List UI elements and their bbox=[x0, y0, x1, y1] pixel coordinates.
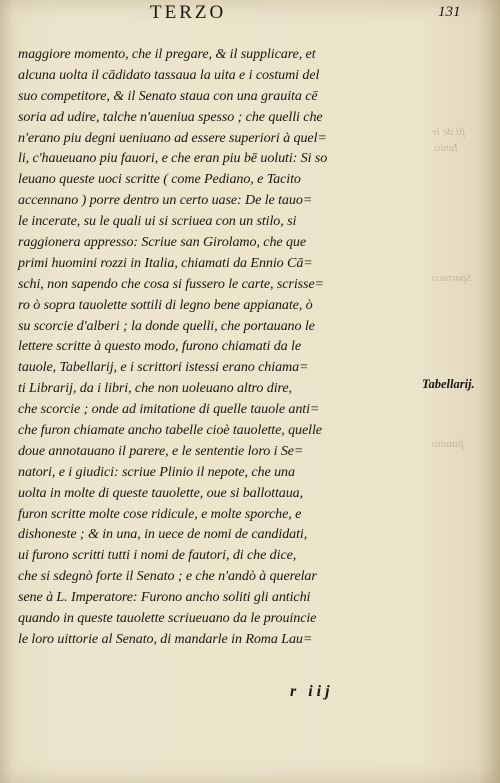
text-line: suo competitore, & il Senato staua con una grauita cē bbox=[18, 87, 318, 104]
text-line: ti Librarij, da i libri, che non uoleuano altro dire, bbox=[18, 380, 292, 397]
text-line: che si sdegnò forte il Senato ; e che n'andò à querelar bbox=[18, 568, 317, 585]
text-line: le incerate, su le quali ui si scriuea con un stilo, si bbox=[18, 213, 297, 230]
show-through-text: Iunio. bbox=[432, 142, 458, 154]
text-line: doue annotauano il parere, e le sententie loro i Se= bbox=[18, 442, 304, 459]
text-line: sene à L. Imperatore: Furono ancho soliti gli antichi bbox=[18, 589, 311, 606]
text-line: tauole, Tabellarij, e i scrittori istessi erano chiama= bbox=[18, 359, 309, 376]
margin-note: Tabellarij. bbox=[422, 377, 475, 391]
show-through-text: ſti de le bbox=[432, 126, 465, 138]
text-line: n'erano piu degni ueniuano ad essere superiori à quel= bbox=[18, 129, 327, 146]
text-line: schi, non sapendo che cosa si fussero le carte, scrisse= bbox=[18, 275, 324, 292]
signature-mark: r iij bbox=[290, 683, 334, 700]
text-line: furon scritte molte cose ridicule, e molte sporche, e bbox=[18, 505, 302, 522]
text-line: primi huomini rozzi in Italia, chiamati da Ennio Cā= bbox=[18, 254, 313, 271]
text-line: leuano queste uoci scritte ( come Pediano, e Tacito bbox=[18, 171, 301, 188]
text-line: quando in queste tauolette scriueuano da le prouincie bbox=[18, 610, 317, 627]
text-line: ro ò sopra tauolette sottili di legno bene appianate, ò bbox=[18, 296, 313, 313]
show-through-text: ſtatuito bbox=[432, 438, 464, 450]
text-line: ui furono scritti tutti i nomi de fautori, di che dice, bbox=[18, 547, 297, 564]
text-line: soria ad udire, talche n'aueniua spesso ; che quelli che bbox=[18, 108, 323, 125]
running-head: TERZO bbox=[150, 2, 227, 23]
text-line: maggiore momento, che il pregare, & il supplicare, et bbox=[18, 46, 316, 62]
page-number: 131 bbox=[438, 4, 461, 20]
text-line: su scorcie d'alberi ; la donde quelli, che portauano le bbox=[18, 317, 315, 334]
text-line: uolta in molte di queste tauolette, oue si ballottaua, bbox=[18, 484, 304, 501]
text-line: accennano ) porre dentro un certo uase: De le tauo= bbox=[18, 192, 313, 209]
show-through-text: Spartaco bbox=[432, 272, 472, 284]
text-line: natori, e i giudici: scriue Plinio il nepote, che una bbox=[18, 463, 295, 480]
text-line: dishoneste ; & in una, in uece de nomi de candidati, bbox=[18, 526, 308, 543]
text-line: raggionera appresso: Scriue san Girolamo, che que bbox=[18, 234, 307, 251]
text-line: le loro uittorie al Senato, di mandarle in Roma Lau= bbox=[18, 630, 313, 647]
text-line: li, c'haueuano piu fauori, e che eran piu bē uoluti: Si so bbox=[18, 150, 328, 167]
text-line: che scorcie ; onde ad imitatione di quelle tauole anti= bbox=[18, 401, 320, 418]
text-line: alcuna uolta il cādidato tassaua la uita e i costumi del bbox=[18, 66, 320, 83]
text-line: che furon chiamate ancho tabelle cioè tauolette, quelle bbox=[18, 422, 322, 439]
text-line: lettere scritte à questo modo, furono chiamati da le bbox=[18, 338, 302, 355]
body-text bbox=[18, 44, 418, 650]
